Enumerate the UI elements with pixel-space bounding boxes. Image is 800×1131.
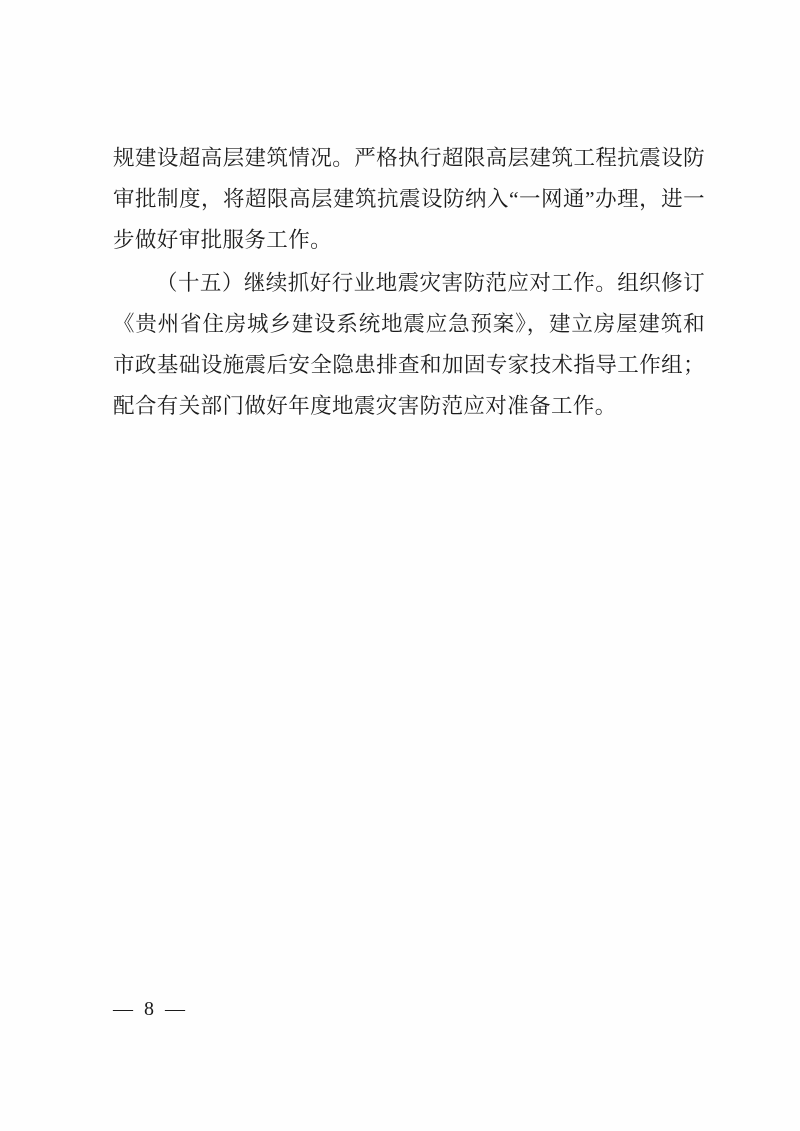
page-number: — 8 —	[113, 998, 188, 1020]
document-body	[113, 138, 705, 427]
paragraph-section-fifteen: （十五）继续抓好行业地震灾害防范应对工作。组织修订《贵州省住房城乡建设系统地震应急预案》，建立房屋建筑和市政基础设施震后安全隐患排查和加固专家技术指导工作组；配合有关部门做好年度地震灾害防范应对准备工作。	[113, 271, 705, 418]
paragraph-continuation: 规建设超高层建筑情况。严格执行超限高层建筑工程抗震设防审批制度，将超限高层建筑抗震设防纳入“一网通”办理，进一步做好审批服务工作。	[113, 146, 705, 252]
page-footer	[113, 998, 705, 1021]
